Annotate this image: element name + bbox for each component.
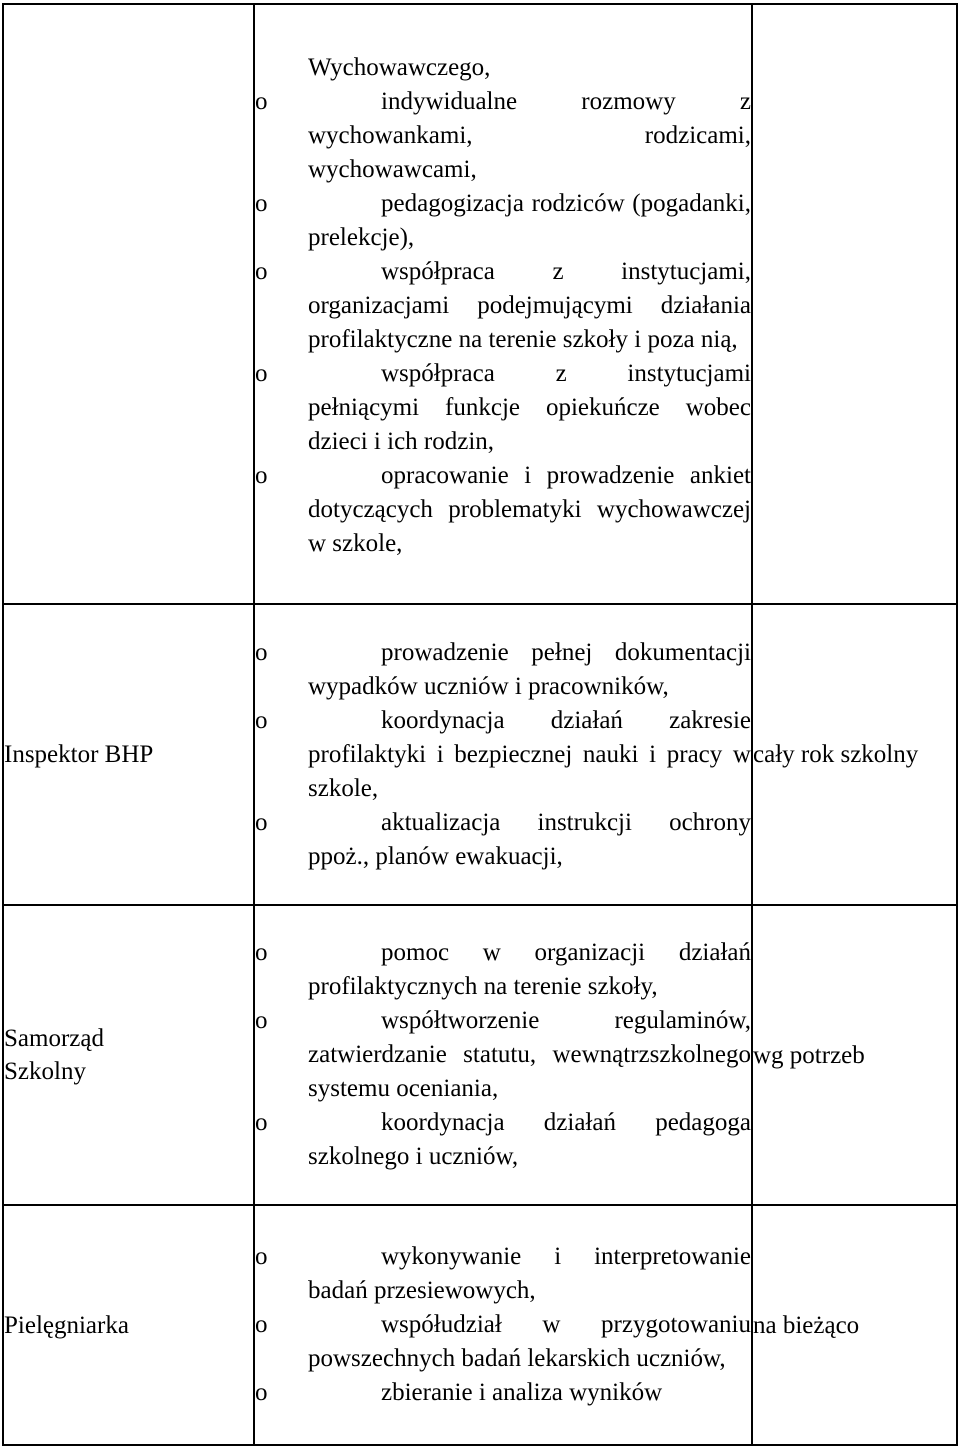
list-item xyxy=(255,255,751,357)
table-row xyxy=(3,4,957,604)
list-item xyxy=(255,1240,751,1308)
role-label-line: Szkolny xyxy=(4,1058,86,1085)
timing-text: wg potrzeb xyxy=(753,1041,865,1069)
continuation-text: Wychowawczego, xyxy=(308,54,491,81)
bullet-icon: o xyxy=(255,808,268,836)
role-cell xyxy=(3,905,254,1205)
bullet-icon: o xyxy=(255,706,268,734)
activities-cell xyxy=(254,905,752,1205)
bullet-icon: o xyxy=(255,1379,268,1406)
bullet-icon: o xyxy=(255,1243,268,1270)
list-item xyxy=(255,85,751,187)
list-item xyxy=(255,187,751,255)
list-item-text: zbieranie i analiza wyników xyxy=(381,1379,663,1406)
table-row xyxy=(3,1205,957,1445)
list-item-text: koordynacja działań pedagoga szkolnego i uczniów, xyxy=(308,1109,751,1170)
role-cell xyxy=(3,1205,254,1445)
bullet-icon: o xyxy=(255,462,268,489)
list-item-text: aktualizacja instrukcji ochrony ppoż., planów ewakuacji, xyxy=(308,808,751,870)
role-cell xyxy=(3,604,254,905)
list-item-text: współpraca z instytucjami, organizacjami podejmującymi działania profilaktyczne na terenie szkoły i poza nią, xyxy=(308,258,751,353)
timing-cell xyxy=(752,905,957,1205)
bullet-icon: o xyxy=(255,360,268,387)
list-item-text: pomoc w organizacji działań profilaktycznych na terenie szkoły, xyxy=(308,939,751,1000)
list-item xyxy=(255,1106,751,1174)
table-row xyxy=(3,604,957,905)
list-item xyxy=(255,459,751,561)
role-label: Inspektor BHP xyxy=(4,741,154,768)
list-item xyxy=(255,1376,751,1410)
list-item-text: indywidualne rozmowy z wychowankami, rodzicami, wychowawcami, xyxy=(308,88,751,183)
table-row xyxy=(3,905,957,1205)
list-item xyxy=(255,936,751,1004)
bullet-icon: o xyxy=(255,190,268,217)
timing-text: cały rok szkolny xyxy=(753,741,919,768)
timing-cell xyxy=(752,604,957,905)
bullet-icon: o xyxy=(255,1311,268,1338)
bullet-icon: o xyxy=(255,1109,268,1136)
role-label-line: Samorząd xyxy=(4,1025,104,1052)
bullet-icon: o xyxy=(255,638,268,666)
bullet-icon: o xyxy=(255,1007,268,1034)
list-item xyxy=(255,1004,751,1106)
bullet-icon: o xyxy=(255,258,268,285)
list-item xyxy=(255,704,751,806)
timing-cell xyxy=(752,4,957,604)
list-item-text: pedagogizacja rodziców (pogadanki, prelekcje), xyxy=(308,190,751,251)
timing-cell xyxy=(752,1205,957,1445)
list-item-text: współtworzenie regulaminów, zatwierdzanie statutu, wewnątrzszkolnego systemu oceniania, xyxy=(308,1007,751,1102)
list-item-text: prowadzenie pełnej dokumentacji wypadków uczniów i pracowników, xyxy=(308,638,751,700)
list-item-text: wykonywanie i interpretowanie badań przesiewowych, xyxy=(308,1243,751,1304)
bullet-icon: o xyxy=(255,88,268,115)
list-item xyxy=(255,636,751,704)
list-item xyxy=(255,1308,751,1376)
activities-cell xyxy=(254,1205,752,1445)
list-item-text: współpraca z instytucjami pełniącymi funkcje opiekuńcze wobec dzieci i ich rodzin, xyxy=(308,360,751,455)
list-item-text: opracowanie i prowadzenie ankiet dotyczących problematyki wychowawczej w szkole, xyxy=(308,462,751,557)
list-item-text: koordynacja działań zakresie profilaktyki i bezpiecznej nauki i pracy w szkole, xyxy=(308,706,751,802)
tasks-table xyxy=(2,3,958,1446)
activities-cell xyxy=(254,604,752,905)
bullet-icon: o xyxy=(255,939,268,966)
list-item-text: współudział w przygotowaniu powszechnych badań lekarskich uczniów, xyxy=(308,1311,751,1372)
timing-text: na bieżąco xyxy=(753,1311,860,1339)
activities-cell xyxy=(254,4,752,604)
role-label: Pielęgniarka xyxy=(4,1311,129,1339)
list-item xyxy=(255,357,751,459)
role-cell xyxy=(3,4,254,604)
list-item xyxy=(255,806,751,874)
